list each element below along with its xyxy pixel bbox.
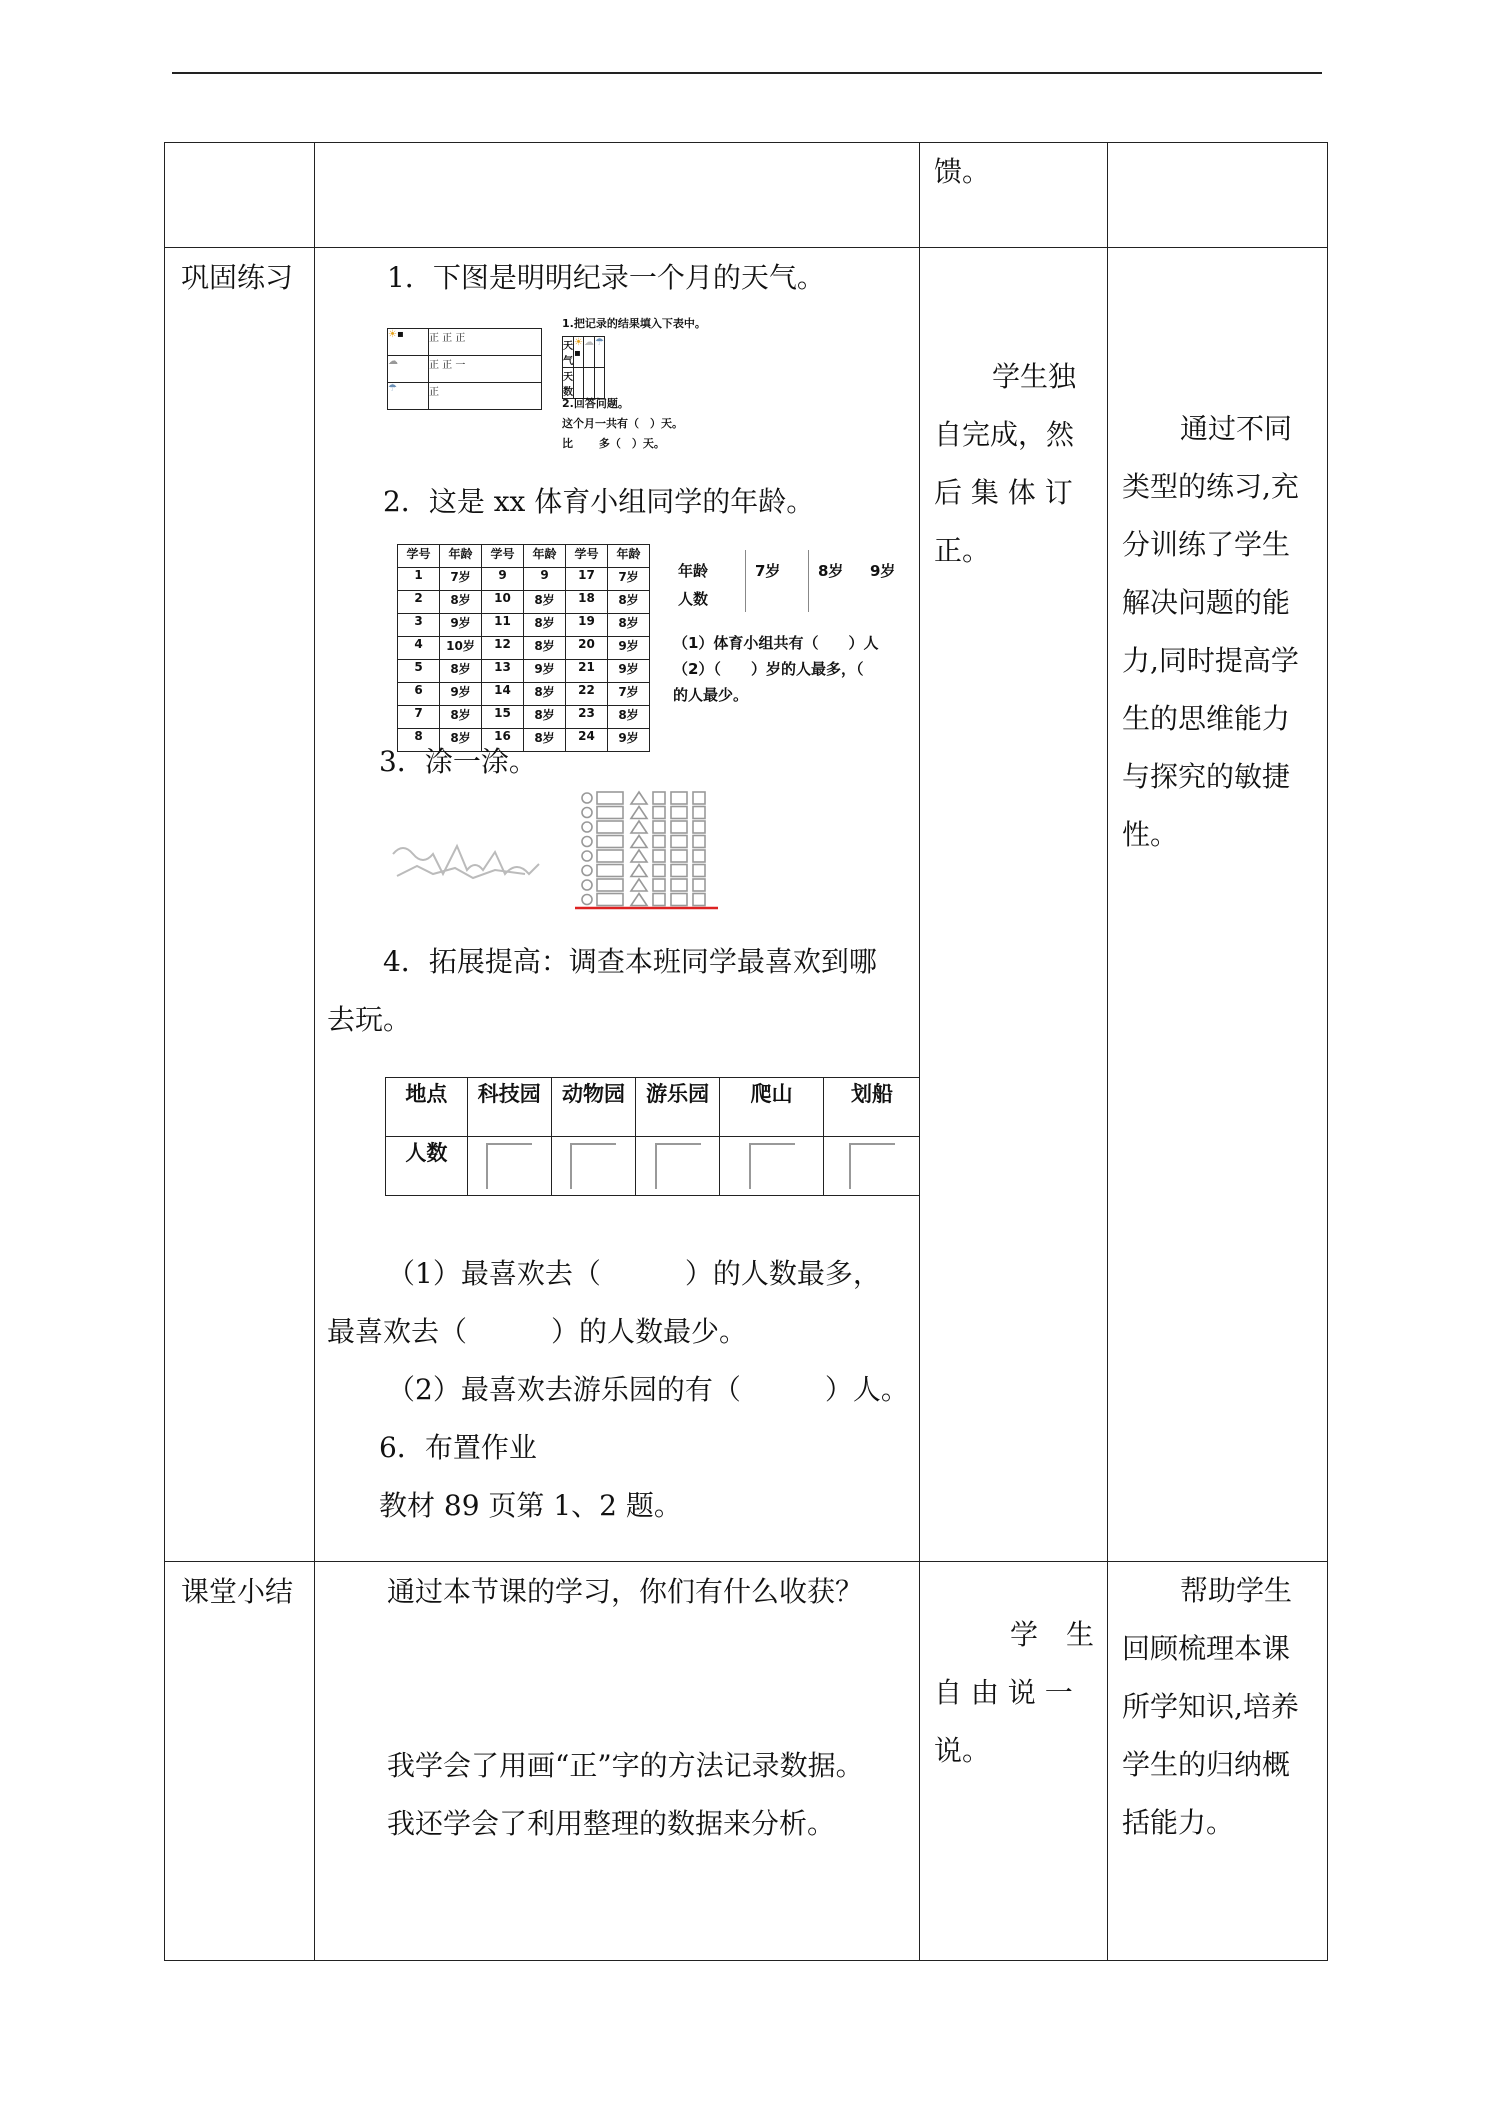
summary-student-3: 说。 xyxy=(934,1734,991,1767)
age-cell: 16 xyxy=(482,729,524,752)
purpose-line: 类型的练习,充 xyxy=(1122,470,1299,503)
dest-cell-boat xyxy=(824,1137,920,1196)
shape-outline xyxy=(582,866,592,876)
purpose-line: 与探究的敏捷 xyxy=(1122,760,1291,793)
age-summary-9: 9岁 xyxy=(870,562,896,580)
shape-outline xyxy=(582,808,592,818)
row0-student xyxy=(920,143,1108,248)
summary-label: 课堂小结 xyxy=(181,1575,294,1608)
purpose-line: 力,同时提高学 xyxy=(1122,644,1299,677)
age-cell: 22 xyxy=(566,683,608,706)
age-cell: 8 xyxy=(398,729,440,752)
summary-student-1: 学 生 xyxy=(1010,1618,1095,1651)
shape-outline xyxy=(671,821,687,833)
dest-h-climb: 爬山 xyxy=(720,1078,824,1137)
shape-outline xyxy=(693,821,705,833)
shape-outline xyxy=(597,894,623,906)
age-cell: 8岁 xyxy=(440,591,482,614)
practice-student-cell xyxy=(920,248,1108,1562)
age-cell: 8岁 xyxy=(524,729,566,752)
dest-cell-park xyxy=(636,1137,720,1196)
weather-h2: 天数 xyxy=(563,368,574,399)
practice-student-3: 后 集 体 订 xyxy=(934,476,1073,509)
practice-student-4: 正。 xyxy=(934,534,991,567)
age-cell: 12 xyxy=(482,637,524,660)
weather-note-2: 2.回答问题。 xyxy=(562,397,629,410)
shape-outline xyxy=(631,792,647,804)
summary-purpose-cell xyxy=(1108,1562,1328,1961)
shape-outline xyxy=(631,836,647,848)
shape-outline xyxy=(693,792,705,804)
age-cell: 11 xyxy=(482,614,524,637)
shape-outline xyxy=(653,821,665,833)
shape-outline xyxy=(597,879,623,891)
weather-h1: 天气 xyxy=(563,337,574,368)
shape-outline xyxy=(597,821,623,833)
age-cell: 年龄 xyxy=(524,545,566,568)
purpose-line: 性。 xyxy=(1122,818,1179,851)
s1-text-a: （1）最喜欢去（ ）的人数最多， xyxy=(387,1257,881,1290)
dest-h-zoo: 动物园 xyxy=(551,1078,635,1137)
shape-outline xyxy=(631,894,647,906)
shape-outline xyxy=(671,879,687,891)
weather-tally-table xyxy=(387,328,542,410)
dest-h-park: 游乐园 xyxy=(636,1078,720,1137)
shape-outline xyxy=(597,865,623,877)
dest-h-sci: 科技园 xyxy=(467,1078,551,1137)
age-row xyxy=(398,660,650,683)
practice-label: 巩固练习 xyxy=(181,261,294,294)
age-cell: 10 xyxy=(482,591,524,614)
age-note-2: （2）（ ）岁的人最多，（ xyxy=(673,660,864,678)
age-cell: 17 xyxy=(566,568,608,591)
age-cell: 9岁 xyxy=(524,660,566,683)
age-cell: 7岁 xyxy=(608,568,650,591)
age-summary-table xyxy=(670,550,900,612)
shape-outline xyxy=(582,880,592,890)
age-row xyxy=(398,568,650,591)
dest-cell-sci xyxy=(467,1137,551,1196)
dest-h-boat: 划船 xyxy=(824,1078,920,1137)
shape-outline xyxy=(671,865,687,877)
shape-outline xyxy=(597,792,623,804)
age-cell: 7 xyxy=(398,706,440,729)
shape-outline xyxy=(653,879,665,891)
age-row xyxy=(398,637,650,660)
age-cell: 3 xyxy=(398,614,440,637)
age-cell: 8岁 xyxy=(524,637,566,660)
age-cell: 1 xyxy=(398,568,440,591)
cloud-icon: ☁ xyxy=(583,337,594,368)
shape-outline xyxy=(582,895,592,905)
age-cell: 20 xyxy=(566,637,608,660)
coloring-figure xyxy=(385,786,725,926)
purpose-line: 解决问题的能 xyxy=(1122,586,1291,619)
q3-text: 3．涂一涂。 xyxy=(379,745,537,778)
age-cell: 14 xyxy=(482,683,524,706)
sun-icon: ☀▪ xyxy=(388,329,429,356)
shape-outline xyxy=(693,894,705,906)
summary-label-cell xyxy=(165,1562,315,1961)
shape-outline xyxy=(693,879,705,891)
age-cell: 8岁 xyxy=(440,706,482,729)
shape-outline xyxy=(671,807,687,819)
practice-content-cell xyxy=(315,248,920,1562)
age-note-1: （1）体育小组共有（ ）人 xyxy=(673,634,879,652)
shape-outline xyxy=(631,850,647,862)
age-summary-h2: 人数 xyxy=(678,590,709,608)
lesson-table xyxy=(164,142,1328,1961)
tally-rain: 正 xyxy=(429,383,542,410)
age-cell: 7岁 xyxy=(608,683,650,706)
tally-cloudy: 正 正 一 xyxy=(429,356,542,383)
hw-title: 6．布置作业 xyxy=(379,1431,537,1464)
shape-outline xyxy=(693,850,705,862)
sun-icon: ☀▪ xyxy=(574,337,584,368)
weather-fill-table xyxy=(562,336,605,399)
age-cell: 19 xyxy=(566,614,608,637)
row0-label xyxy=(165,143,315,248)
shape-outline xyxy=(582,793,592,803)
shape-outline xyxy=(597,807,623,819)
age-cell: 2 xyxy=(398,591,440,614)
age-cell: 21 xyxy=(566,660,608,683)
age-cell: 15 xyxy=(482,706,524,729)
shape-outline xyxy=(671,836,687,848)
age-summary-h1: 年龄 xyxy=(678,562,709,580)
age-cell: 年龄 xyxy=(440,545,482,568)
weather-note-1: 1.把记录的结果填入下表中。 xyxy=(562,317,706,330)
summary-answer-2: 我还学会了利用整理的数据来分析。 xyxy=(387,1807,836,1840)
header-rule xyxy=(172,72,1322,74)
rain-icon: ☂ xyxy=(594,337,604,368)
purpose-line: 帮助学生 xyxy=(1180,1574,1293,1607)
practice-student-1: 学生独 xyxy=(992,360,1077,393)
age-cell: 18 xyxy=(566,591,608,614)
shape-outline xyxy=(631,865,647,877)
shape-outline xyxy=(631,821,647,833)
age-cell: 6 xyxy=(398,683,440,706)
age-cell: 学号 xyxy=(482,545,524,568)
age-summary-7: 7岁 xyxy=(755,562,781,580)
shape-outline xyxy=(631,807,647,819)
shape-outline xyxy=(582,822,592,832)
summary-answer-1: 我学会了用画“正”字的方法记录数据。 xyxy=(387,1749,864,1782)
age-summary-8: 8岁 xyxy=(818,562,844,580)
weather-note-3: 这个月一共有（ ）天。 xyxy=(562,417,683,430)
shape-outline xyxy=(597,836,623,848)
summary-student-2: 自 由 说 一 xyxy=(934,1676,1073,1709)
shape-outline xyxy=(653,792,665,804)
dest-cell-zoo xyxy=(551,1137,635,1196)
summary-content-cell xyxy=(315,1562,920,1961)
shape-outline xyxy=(653,836,665,848)
age-cell: 年龄 xyxy=(608,545,650,568)
practice-purpose-cell xyxy=(1108,248,1328,1562)
shape-outline xyxy=(671,894,687,906)
age-cell: 9岁 xyxy=(608,660,650,683)
practice-label-cell xyxy=(165,248,315,1562)
shape-outline xyxy=(653,850,665,862)
age-cell: 24 xyxy=(566,729,608,752)
summary-question: 通过本节课的学习，你们有什么收获？ xyxy=(387,1575,864,1608)
shape-outline xyxy=(653,807,665,819)
cloud-icon: ☁ xyxy=(388,356,429,383)
age-cell: 9 xyxy=(482,568,524,591)
age-cell: 8岁 xyxy=(440,660,482,683)
age-cell: 8岁 xyxy=(524,683,566,706)
age-cell: 8岁 xyxy=(440,729,482,752)
age-cell: 9 xyxy=(524,568,566,591)
age-cell: 8岁 xyxy=(524,591,566,614)
age-cell: 10岁 xyxy=(440,637,482,660)
age-cell: 9岁 xyxy=(608,637,650,660)
age-cell: 学号 xyxy=(566,545,608,568)
age-cell: 9岁 xyxy=(440,683,482,706)
summary-student-cell xyxy=(920,1562,1108,1961)
dest-h-place: 地点 xyxy=(386,1078,468,1137)
age-row xyxy=(398,706,650,729)
purpose-line: 分训练了学生 xyxy=(1122,528,1291,561)
rain-icon: ☂ xyxy=(388,383,429,410)
age-row xyxy=(398,591,650,614)
row0-student-text: 馈。 xyxy=(934,155,991,188)
age-cell: 学号 xyxy=(398,545,440,568)
age-cell: 5 xyxy=(398,660,440,683)
tally-sunny: 正 正 正 xyxy=(429,329,542,356)
purpose-line: 通过不同 xyxy=(1180,412,1293,445)
purpose-line: 所学知识,培养 xyxy=(1122,1690,1299,1723)
shape-outline xyxy=(582,837,592,847)
s2-text: （2）最喜欢去游乐园的有（ ）人。 xyxy=(387,1373,909,1406)
purpose-line: 回顾梳理本课 xyxy=(1122,1632,1291,1665)
shape-outline xyxy=(653,865,665,877)
age-cell: 8岁 xyxy=(608,591,650,614)
purpose-line: 括能力。 xyxy=(1122,1806,1235,1839)
age-cell: 8岁 xyxy=(524,706,566,729)
shape-outline xyxy=(653,894,665,906)
q4-text-a: 4．拓展提高：调查本班同学最喜欢到哪 xyxy=(383,945,877,978)
shape-outline xyxy=(693,836,705,848)
age-cell: 9岁 xyxy=(608,729,650,752)
dest-cell-climb xyxy=(720,1137,824,1196)
destination-table xyxy=(385,1077,920,1196)
shape-outline xyxy=(597,850,623,862)
dest-row-label: 人数 xyxy=(386,1137,468,1196)
age-row xyxy=(398,614,650,637)
age-cell: 8岁 xyxy=(524,614,566,637)
age-row xyxy=(398,683,650,706)
practice-student-2: 自完成，然 xyxy=(934,418,1075,451)
row0-purpose xyxy=(1108,143,1328,248)
age-header-row xyxy=(398,545,650,568)
purpose-line: 学生的归纳概 xyxy=(1122,1748,1291,1781)
shape-outline xyxy=(693,807,705,819)
age-cell: 13 xyxy=(482,660,524,683)
s1-text-b: 最喜欢去（ ）的人数最少。 xyxy=(327,1315,748,1348)
purpose-line: 生的思维能力 xyxy=(1122,702,1291,735)
shape-outline xyxy=(631,879,647,891)
q4-text-b: 去玩。 xyxy=(327,1003,412,1036)
age-note-3: 的人最少。 xyxy=(673,686,749,704)
hw-detail: 教材 89 页第 1、2 题。 xyxy=(379,1489,682,1522)
age-cell: 7岁 xyxy=(440,568,482,591)
age-cell: 9岁 xyxy=(440,614,482,637)
shape-outline xyxy=(671,792,687,804)
age-cell: 23 xyxy=(566,706,608,729)
shape-outline xyxy=(671,850,687,862)
q1-text: 1．下图是明明纪录一个月的天气。 xyxy=(387,261,825,294)
age-table xyxy=(397,544,650,752)
q2-text: 2．这是 xx 体育小组同学的年龄。 xyxy=(383,485,815,518)
weather-note-4: 比 多（ ）天。 xyxy=(562,437,665,450)
row0-content xyxy=(315,143,920,248)
age-cell: 8岁 xyxy=(608,706,650,729)
age-cell: 4 xyxy=(398,637,440,660)
shape-outline xyxy=(693,865,705,877)
age-cell: 8岁 xyxy=(608,614,650,637)
shape-outline xyxy=(582,851,592,861)
